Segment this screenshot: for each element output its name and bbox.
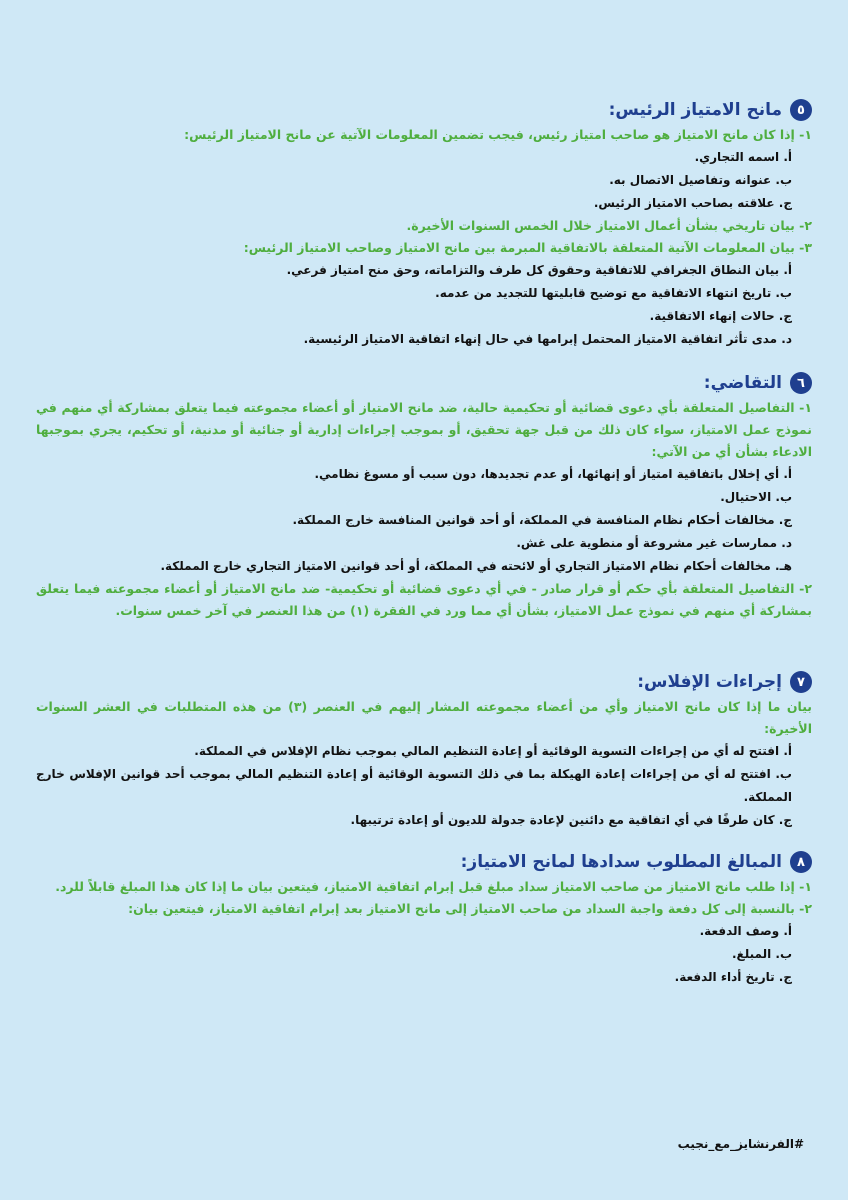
section-number-badge: ٨ [790, 851, 812, 873]
paragraph: بيان ما إذا كان مانح الامتياز وأي من أعضاء مجموعته المشار إليهم في العنصر (٣) من هذه المتطلبات في العشر السنوات الأخيرة: [36, 699, 812, 736]
list-item: ب. افتتح له أي من إجراءات إعادة الهيكلة بما في ذلك التسوية الوقائية أو إعادة التنظيم المالي بموجب أحد قوانين الإفلاس خارج المملكة. [36, 767, 792, 804]
paragraph: ٢- بيان تاريخي بشأن أعمال الامتياز خلال الخمس السنوات الأخيرة. [406, 218, 812, 233]
section-7 [36, 668, 812, 832]
list-item: ج. تاريخ أداء الدفعة. [674, 970, 792, 984]
paragraph: ٢- بالنسبة إلى كل دفعة واجبة السداد من صاحب الامتياز إلى مانح الامتياز بعد إبرام اتفاقية الامتياز، فيتعين بيان: [128, 901, 812, 916]
paragraph: ١- التفاصيل المتعلقة بأي دعوى قضائية أو تحكيمية حالية، ضد مانح الامتياز أو أعضاء مجموعته فيما يتعلق بمشاركة أي منهم في نموذج عمل الامتياز، سواء كان ذلك من قبل جهة تحقيق، أو بموجب إجراءات إدارية أو جنائية أو مدنية، أو تحكيم، يجري بموجبها الادعاء بشأن أي من الآتي: [36, 400, 812, 459]
section-8-header [36, 848, 812, 876]
list-item: أ. وصف الدفعة. [699, 924, 792, 938]
list-item: ب. المبلغ. [731, 947, 792, 961]
section-6-header [36, 369, 812, 397]
paragraph: ٢- التفاصيل المتعلقة بأي حكم أو قرار صادر - في أي دعوى قضائية أو تحكيمية- ضد مانح الامتياز أو أعضاء مجموعته فيما يتعلق بمشاركة أي منهم في نموذج عمل الامتياز، بشأن أي مما ورد في الفقرة (١) من هذا العنصر في آخر خمس سنوات. [36, 581, 812, 618]
list-item: ب. الاحتيال. [720, 490, 792, 504]
list-item: هـ. مخالفات أحكام نظام الامتياز التجاري أو لائحته في المملكة، أو أحد قوانين الامتياز التجاري خارج المملكة. [160, 559, 792, 573]
paragraph: ١- إذا طلب مانح الامتياز من صاحب الامتياز سداد مبلغ قبل إبرام اتفاقية الامتياز، فيتعين بيان ما إذا كان هذا المبلغ قابلاً للرد. [55, 879, 812, 894]
list-item: ج. كان طرفًا في أي اتفاقية مع دائنين لإعادة جدولة للديون أو إعادة ترتيبها. [350, 813, 792, 827]
section-number-badge: ٦ [790, 372, 812, 394]
section-title: مانح الامتياز الرئيس: [608, 100, 782, 120]
paragraph: ٣- بيان المعلومات الآتية المتعلقة بالاتفاقية المبرمة بين مانح الامتياز وصاحب الامتياز الرئيس: [243, 240, 812, 255]
list-item: ج. حالات إنهاء الاتفاقية. [649, 309, 792, 323]
section-title: المبالغ المطلوب سدادها لمانح الامتياز: [460, 852, 782, 872]
section-5-header [36, 96, 812, 124]
list-item: ج. علاقته بصاحب الامتياز الرئيس. [593, 196, 792, 210]
section-7-header [36, 668, 812, 696]
paragraph: ١- إذا كان مانح الامتياز هو صاحب امتياز رئيس، فيجب تضمين المعلومات الآتية عن مانح الامتياز الرئيس: [184, 127, 812, 142]
list-item: ب. عنوانه وتفاصيل الاتصال به. [609, 173, 792, 187]
list-item: أ. اسمه التجاري. [694, 150, 792, 164]
list-item: د. ممارسات غير مشروعة أو منطوية على غش. [516, 536, 792, 550]
section-8 [36, 848, 812, 989]
list-item: أ. أي إخلال باتفاقية امتياز أو إنهائها، أو عدم تجديدها، دون سبب أو مسوغ نظامي. [314, 467, 792, 481]
section-title: إجراءات الإفلاس: [637, 672, 782, 692]
section-number-badge: ٧ [790, 671, 812, 693]
section-title: التقاضي: [703, 373, 782, 393]
section-6 [36, 369, 812, 622]
list-item: ب. تاريخ انتهاء الاتفاقية مع توضيح قابليتها للتجديد من عدمه. [435, 286, 792, 300]
footer-hashtag: #الفرنشايز_مع_نجيب [677, 1137, 804, 1151]
list-item: أ. بيان النطاق الجغرافي للاتفاقية وحقوق كل طرف والتزاماته، وحق منح امتياز فرعي. [286, 263, 792, 277]
list-item: أ. افتتح له أي من إجراءات التسوية الوقائية أو إعادة التنظيم المالي بموجب نظام الإفلاس في المملكة. [194, 744, 792, 758]
list-item: ج. مخالفات أحكام نظام المنافسة في المملكة، أو أحد قوانين المنافسة خارج المملكة. [292, 513, 792, 527]
list-item: د. مدى تأثر اتفاقية الامتياز المحتمل إبرامها في حال إنهاء اتفاقية الامتياز الرئيسية. [303, 332, 792, 346]
section-5 [36, 96, 812, 351]
section-number-badge: ٥ [790, 99, 812, 121]
